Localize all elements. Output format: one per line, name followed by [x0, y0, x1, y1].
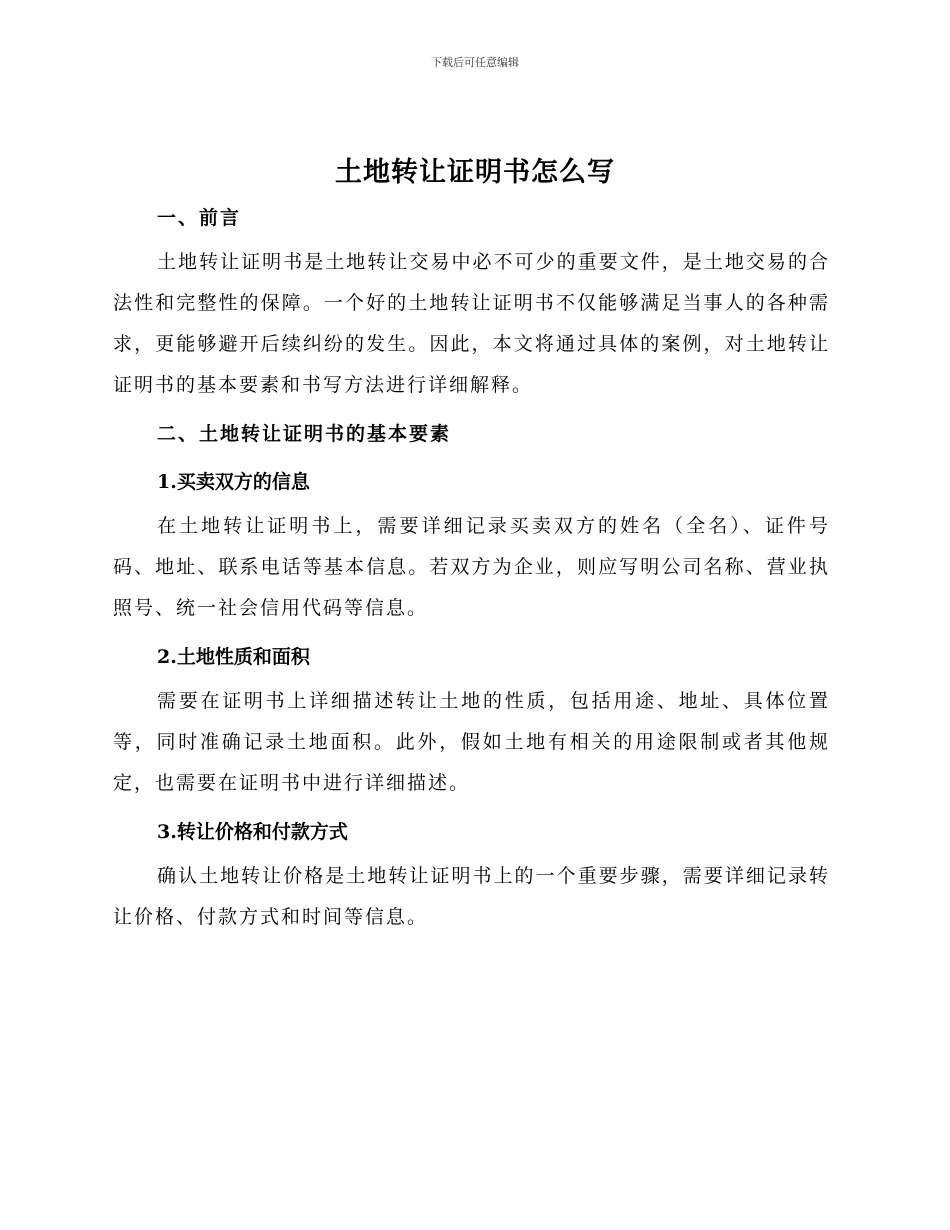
section-heading-basic-elements: 二、土地转让证明书的基本要素: [157, 423, 452, 445]
subheading-price-payment: 3.转让价格和付款方式: [157, 821, 348, 843]
paragraph-price-payment: 确认土地转让价格是土地转让证明书上的一个重要步骤，需要详细记录转让价格、付款方式和时间等信息。: [113, 865, 830, 928]
header-note: 下载后可任意编辑: [431, 56, 519, 69]
page-title: 土地转让证明书怎么写: [335, 157, 615, 188]
subheading-land-nature: 2.土地性质和面积: [157, 646, 310, 668]
document-body: [113, 190, 830, 946]
subheading-party-info: 1.买卖双方的信息: [157, 471, 310, 493]
paragraph-land-nature: 需要在证明书上详细描述转让土地的性质，包括用途、地址、具体位置等，同时准确记录土地面积。此外，假如土地有相关的用途限制或者其他规定，也需要在证明书中进行详细描述。: [113, 690, 830, 794]
paragraph-preface: 土地转让证明书是土地转让交易中必不可少的重要文件，是土地交易的合法性和完整性的保障。一个好的土地转让证明书不仅能够满足当事人的各种需求，更能够避开后续纠纷的发生。因此，本文将通过具体的案例，对土地转让证明书的基本要素和书写方法进行详细解释。: [113, 251, 830, 396]
section-heading-preface: 一、前言: [157, 207, 242, 229]
paragraph-party-info: 在土地转让证明书上，需要详细记录买卖双方的姓名（全名）、证件号码、地址、联系电话等基本信息。若双方为企业，则应写明公司名称、营业执照号、统一社会信用代码等信息。: [113, 515, 830, 619]
